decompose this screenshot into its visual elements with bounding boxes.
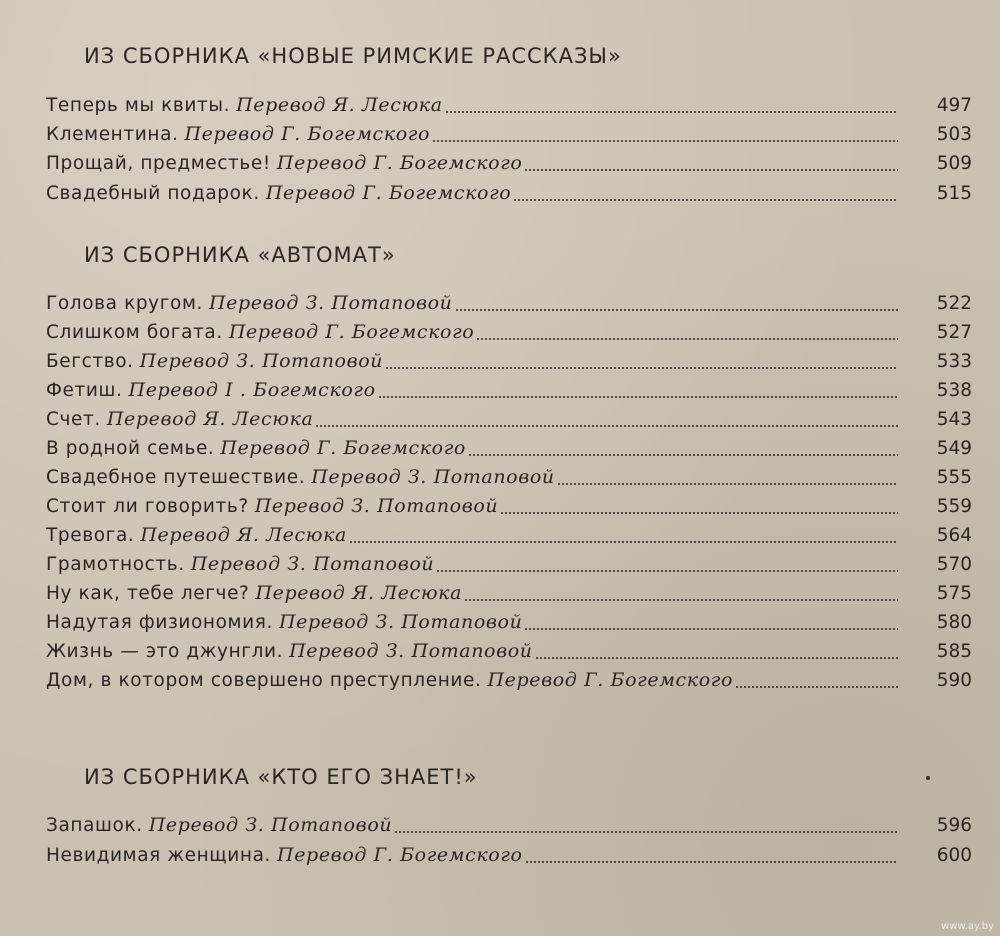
entry-translator: Перевод З. Потаповой [148,814,393,836]
leader-dots [455,309,899,311]
toc-entry[interactable] [46,404,972,430]
entry-page-number: 533 [936,351,972,372]
leader-dots [735,686,898,688]
entry-title: Тревога. [46,525,135,546]
entry-title: Жизнь — это джунгли. [46,641,284,662]
leader-dots [524,169,898,171]
toc-entry[interactable] [46,491,972,517]
entry-title: Надутая физиономия. [46,612,273,633]
leader-dots [445,111,898,113]
entry-translator: Перевод Я. Лесюка [106,408,314,430]
toc-entry[interactable] [46,119,972,145]
toc-entry[interactable] [46,840,972,866]
entry-translator: Перевод Г. Богемского [487,669,734,691]
leader-dots [557,483,898,485]
entry-translator: Перевод З. Потаповой [209,292,453,314]
entry-translator: Перевод Г. Богемского [265,182,512,204]
leader-dots [500,512,898,514]
entry-page-number: 515 [936,183,972,204]
entry-page-number: 564 [936,525,972,546]
entry-title: Стоит ли говорить? [46,496,249,517]
entry-page-number: 559 [936,496,972,517]
entry-title: Теперь мы квиты. [46,95,231,116]
toc-entry[interactable] [46,549,972,575]
leader-dots [468,454,898,456]
entry-title: Бегство. [46,351,134,372]
entry-page-number: 555 [936,467,972,488]
entry-page-number: 580 [936,612,972,633]
entry-title: Голова кругом. [46,293,204,314]
toc-entry[interactable] [46,375,972,401]
entry-translator: Перевод Г. Богемского [220,437,466,459]
entry-translator: Перевод Я. Лесюка [255,582,463,604]
entry-title: Запашок. [46,815,143,836]
entry-page-number: 543 [936,409,972,430]
entry-translator: Перевод З. Потаповой [311,466,555,488]
leader-dots [525,861,898,863]
entry-title: Невидимая женщина. [46,845,272,866]
entry-title: Слишком богата. [46,322,223,343]
leader-dots [464,599,898,601]
entry-title: Свадебный подарок. [46,183,260,204]
entry-translator: Перевод Г. Богемского [277,844,523,866]
toc-entry[interactable] [46,578,972,604]
entry-page-number: 509 [936,153,972,174]
toc-entry[interactable] [46,810,972,836]
toc-entry[interactable] [46,665,972,691]
entry-page-number: 596 [936,815,972,836]
entry-translator: Перевод Г. Богемского [276,152,523,174]
toc-entry[interactable] [46,346,972,372]
entry-translator: Перевод Г. Богемского [228,321,475,343]
entry-page-number: 538 [936,380,972,401]
leader-dots [432,140,898,142]
toc-entry[interactable] [46,433,972,459]
entry-title: Прощай, предместье! [46,153,271,174]
entry-title: Фетиш. [46,380,123,401]
entry-translator: Перевод Я. Лесюка [236,94,443,116]
entry-page-number: 497 [936,95,972,116]
toc-entry[interactable] [46,636,972,662]
leader-dots [476,338,898,340]
entry-page-number: 522 [936,293,972,314]
entry-page-number: 585 [936,641,972,662]
toc-entry[interactable] [46,317,972,343]
entry-title: Счет. [46,409,101,430]
entry-title: Ну как, тебе легче? [46,583,250,604]
leader-dots [349,541,898,543]
toc-entry[interactable] [46,462,972,488]
site-watermark: www.ay.by [941,921,994,932]
entry-page-number: 600 [936,845,972,866]
leader-dots [385,367,898,369]
entry-page-number: 503 [936,124,972,145]
leader-dots [315,425,898,427]
entry-translator: Перевод I . Богемского [128,379,376,401]
toc-entry[interactable] [46,607,972,633]
leader-dots [436,570,898,572]
section-title-novye-rimskie-rasskazy: ИЗ СБОРНИКА «НОВЫЕ РИМСКИЕ РАССКАЗЫ» [84,44,622,68]
leader-dots [524,628,898,630]
leader-dots [513,199,898,201]
toc-entry[interactable] [46,148,972,174]
toc-entry[interactable] [46,288,972,314]
entry-translator: Перевод Я. Лесюка [140,524,347,546]
entry-page-number: 549 [936,438,972,459]
entry-page-number: 527 [936,322,972,343]
entry-page-number: 575 [936,583,972,604]
leader-dots [378,396,898,398]
entry-title: Клементина. [46,124,179,145]
entry-page-number: 570 [936,554,972,575]
entry-title: Грамотность. [46,554,185,575]
toc-entry[interactable] [46,90,972,116]
entry-title: Свадебное путешествие. [46,467,306,488]
entry-page-number: 590 [936,670,972,691]
entry-translator: Перевод З. Потаповой [278,611,523,633]
entry-translator: Перевод З. Потаповой [289,640,533,662]
toc-entry[interactable] [46,178,972,204]
entry-translator: Перевод З. Потаповой [139,350,384,372]
entry-translator: Перевод З. Потаповой [190,553,435,575]
leader-dots [394,831,898,833]
section-title-kto-ego-znaet: ИЗ СБОРНИКА «КТО ЕГО ЗНАЕТ!» [84,765,478,789]
ink-speck [926,776,930,780]
entry-title: В родной семье. [46,438,215,459]
section-title-avtomat: ИЗ СБОРНИКА «АВТОМАТ» [84,243,396,267]
leader-dots [535,657,898,659]
entry-translator: Перевод З. Потаповой [254,495,499,517]
entry-translator: Перевод Г. Богемского [184,123,431,145]
toc-entry[interactable] [46,520,972,546]
entry-title: Дом, в котором совершено преступление. [46,670,482,691]
